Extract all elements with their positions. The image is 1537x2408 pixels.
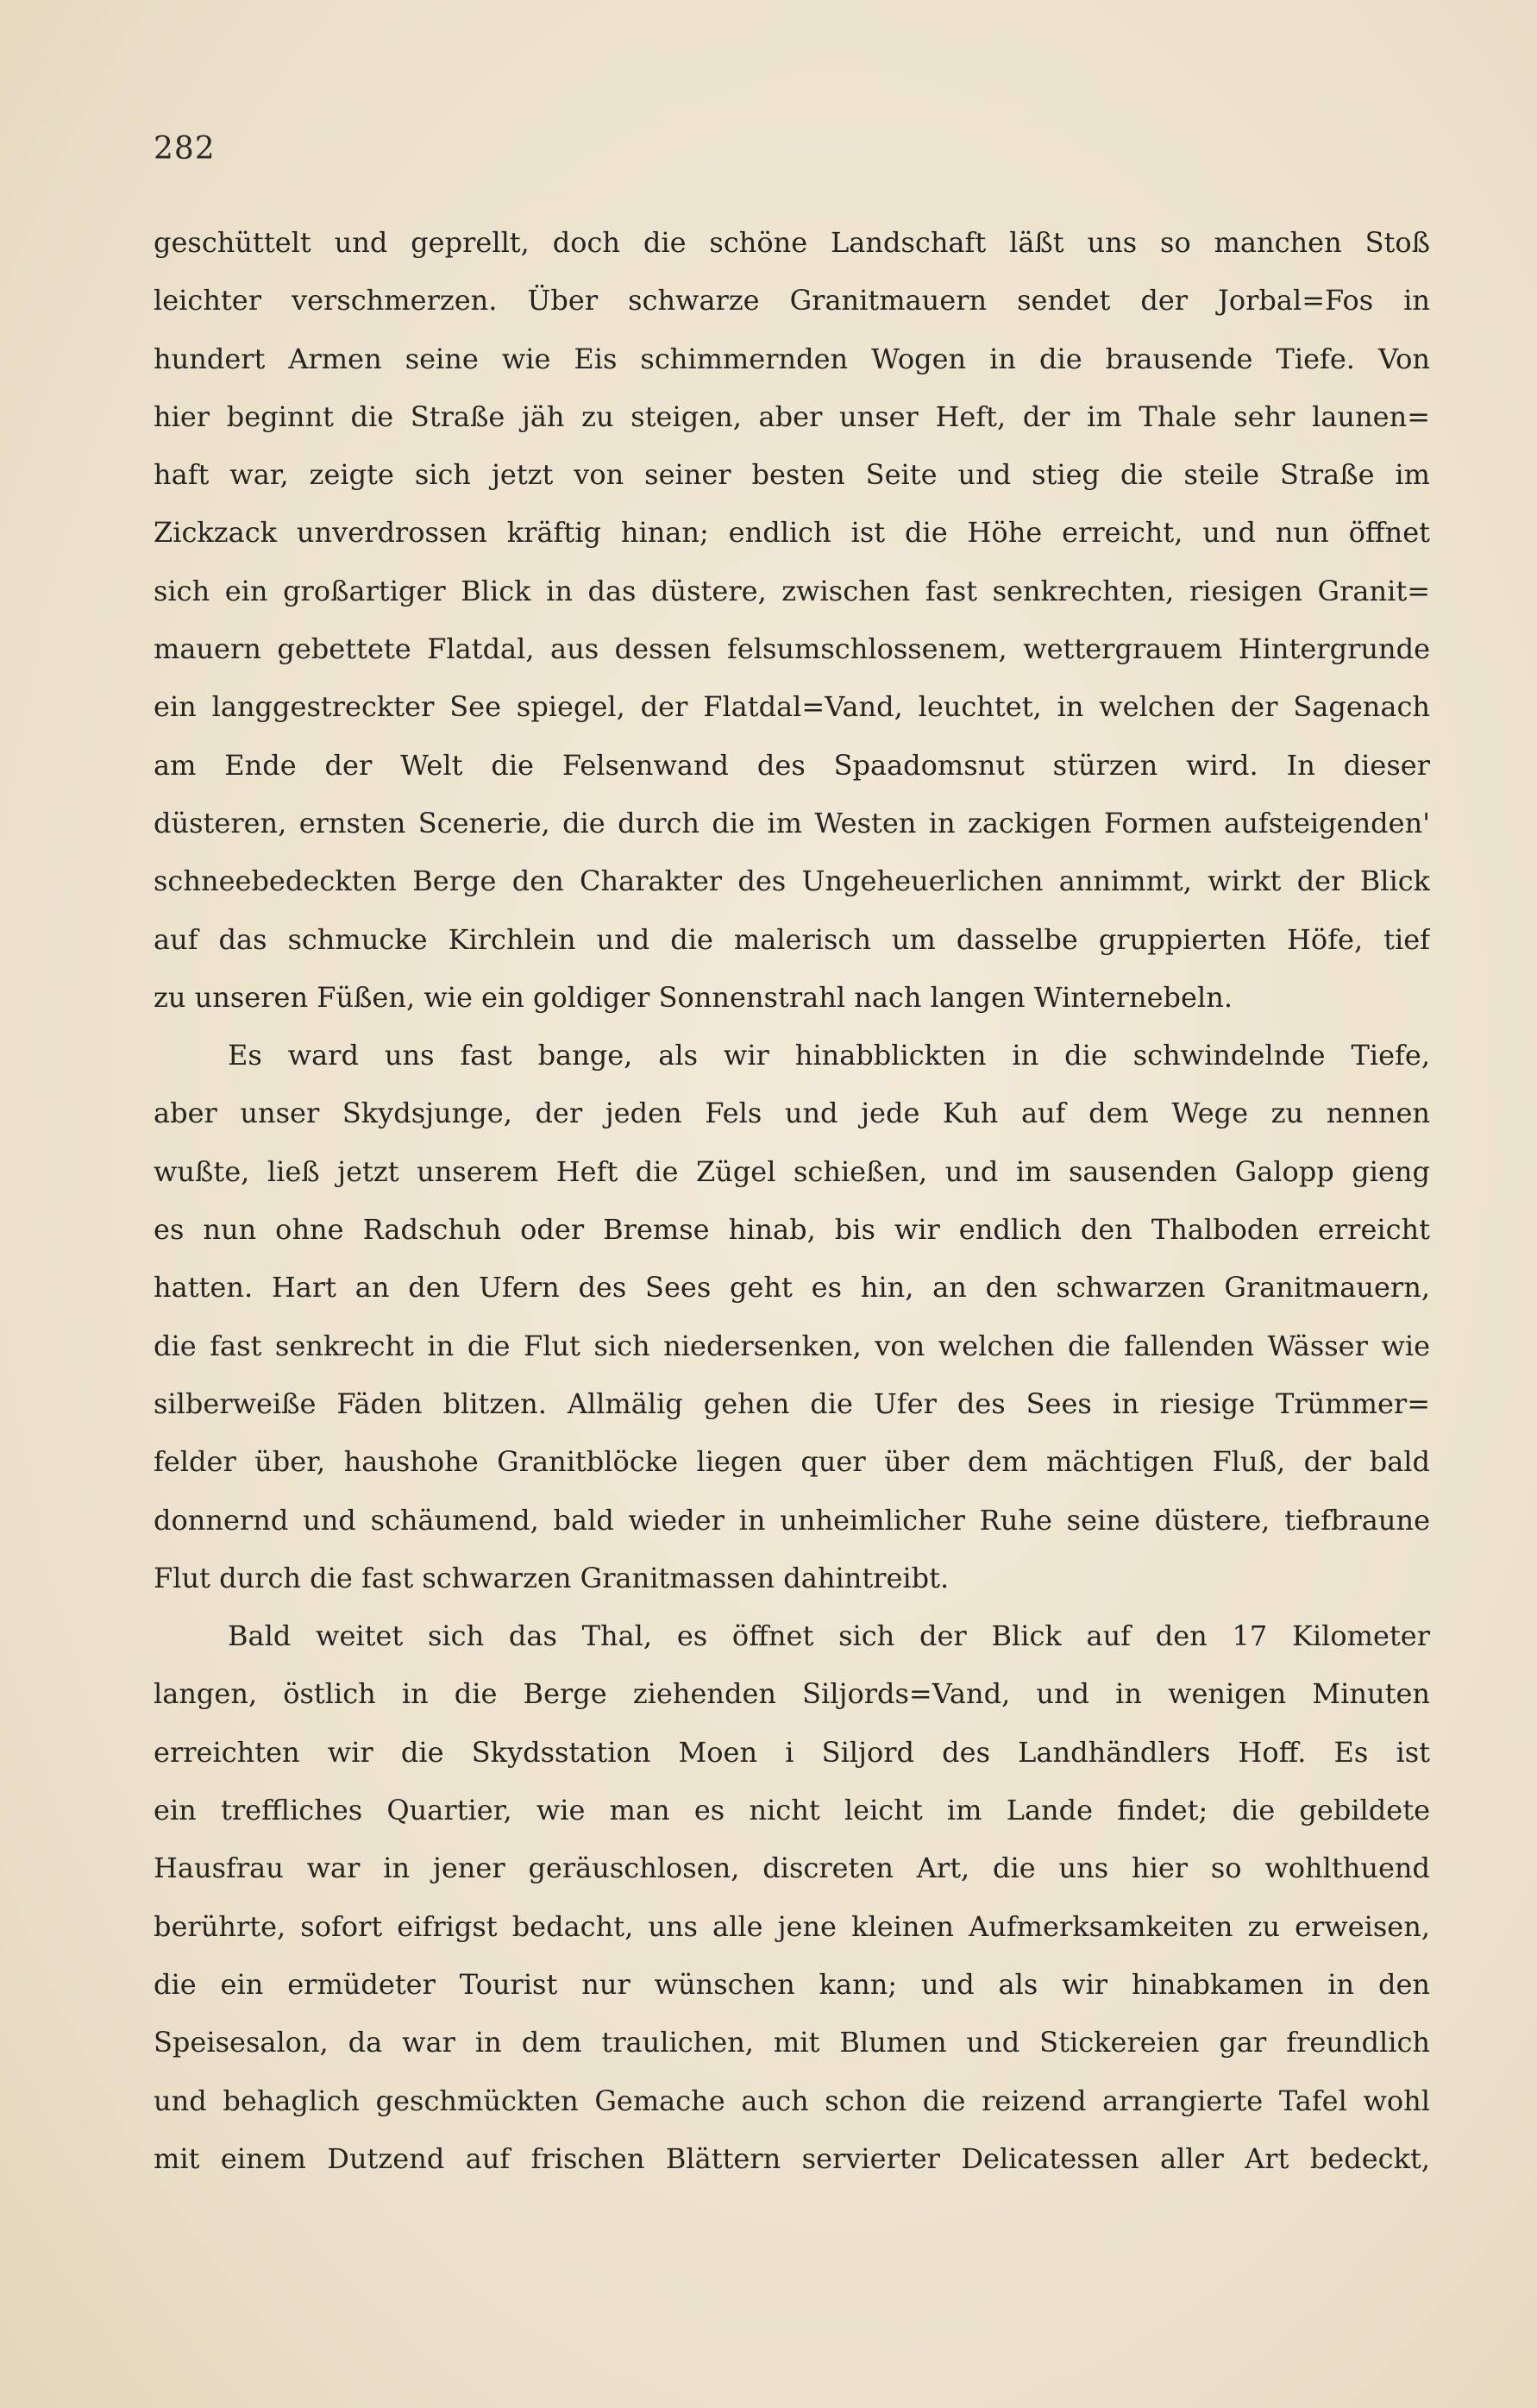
text-line: geschüttelt und geprellt, doch die schöne Landschaft läßt uns so manchen Stoß: [154, 226, 1430, 259]
text-line: Bald weitet sich das Thal, es öffnet sich der Blick auf den 17 Kilometer: [228, 1619, 1430, 1653]
text-line: wußte, ließ jetzt unserem Heft die Zügel schießen, und im sausenden Galopp gieng: [154, 1154, 1430, 1188]
text-line: donnernd und schäumend, bald wieder in unheimlicher Ruhe seine düstere, tiefbraune: [154, 1503, 1430, 1537]
text-line: ein langgestreckter See spiegel, der Flatdal=Vand, leuchtet, in welchen der Sagenach: [154, 690, 1430, 724]
text-line: Hausfrau war in jener geräuschlosen, discreten Art, die uns hier so wohlthuend: [154, 1852, 1430, 1885]
text-line: ein treffliches Quartier, wie man es nicht leicht im Lande findet; die gebildete: [154, 1794, 1430, 1827]
text-line: erreichten wir die Skydsstation Moen i Siljord des Landhändlers Hoff. Es ist: [154, 1735, 1430, 1769]
text-line: am Ende der Welt die Felsenwand des Spaadomsnut stürzen wird. In dieser: [154, 748, 1430, 782]
text-line: haft war, zeigte sich jetzt von seiner besten Seite und stieg die steile Straße im: [154, 458, 1430, 492]
text-line: es nun ohne Radschuh oder Bremse hinab, bis wir endlich den Thalboden erreicht: [154, 1213, 1430, 1247]
text-line: Flut durch die fast schwarzen Granitmassen dahintreibt.: [154, 1561, 950, 1594]
text-line: Es ward uns fast bange, als wir hinabblickten in die schwindelnde Tiefe,: [228, 1039, 1430, 1072]
page-number: 282: [154, 131, 216, 167]
text-line: Zickzack unverdrossen kräftig hinan; endlich ist die Höhe erreicht, und nun öffnet: [154, 516, 1430, 550]
text-line: silberweiße Fäden blitzen. Allmälig gehen die Ufer des Sees in riesige Trümmer=: [154, 1386, 1430, 1420]
text-line: mit einem Dutzend auf frischen Blättern servierter Delicatessen aller Art bedeckt,: [154, 2141, 1430, 2175]
text-line: mauern gebettete Flatdal, aus dessen felsumschlossenem, wettergrauem Hintergrunde: [154, 632, 1430, 666]
text-line: berührte, sofort eifrigst bedacht, uns alle jene kleinen Aufmerksamkeiten zu erweisen,: [154, 1909, 1430, 1943]
text-line: hatten. Hart an den Ufern des Sees geht es hin, an den schwarzen Granitmauern,: [154, 1271, 1430, 1305]
text-line: zu unseren Füßen, wie ein goldiger Sonnenstrahl nach langen Winternebeln.: [154, 980, 1233, 1014]
text-line: langen, östlich in die Berge ziehenden Siljords=Vand, und in wenigen Minuten: [154, 1677, 1430, 1711]
text-line: felder über, haushohe Granitblöcke liegen quer über dem mächtigen Fluß, der bald: [154, 1445, 1430, 1479]
body-text: [154, 214, 1430, 2188]
text-line: auf das schmucke Kirchlein und die malerisch um dasselbe gruppierten Höfe, tief: [154, 922, 1430, 956]
text-line: die ein ermüdeter Tourist nur wünschen kann; und als wir hinabkamen in den: [154, 1967, 1430, 2001]
text-line: düsteren, ernsten Scenerie, die durch die im Westen in zackigen Formen aufsteigenden': [154, 806, 1430, 839]
text-line: aber unser Skydsjunge, der jeden Fels und jede Kuh auf dem Wege zu nennen: [154, 1097, 1430, 1130]
text-line: die fast senkrecht in die Flut sich niedersenken, von welchen die fallenden Wässer wie: [154, 1329, 1430, 1362]
text-line: schneebedeckten Berge den Charakter des Ungeheuerlichen annimmt, wirkt der Blick: [154, 864, 1430, 898]
text-line: sich ein großartiger Blick in das düstere, zwischen fast senkrechten, riesigen Granit=: [154, 574, 1430, 607]
text-line: und behaglich geschmückten Gemache auch schon die reizend arrangierte Tafel wohl: [154, 2084, 1430, 2117]
text-line: hier beginnt die Straße jäh zu steigen, aber unser Heft, der im Thale sehr launen=: [154, 399, 1430, 433]
text-line: leichter verschmerzen. Über schwarze Granitmauern sendet der Jorbal=Fos in: [154, 284, 1430, 318]
text-line: hundert Armen seine wie Eis schimmernden Wogen in die brausende Tiefe. Von: [154, 342, 1430, 375]
text-line: Speisesalon, da war in dem traulichen, mit Blumen und Stickereien gar freundlich: [154, 2026, 1430, 2059]
